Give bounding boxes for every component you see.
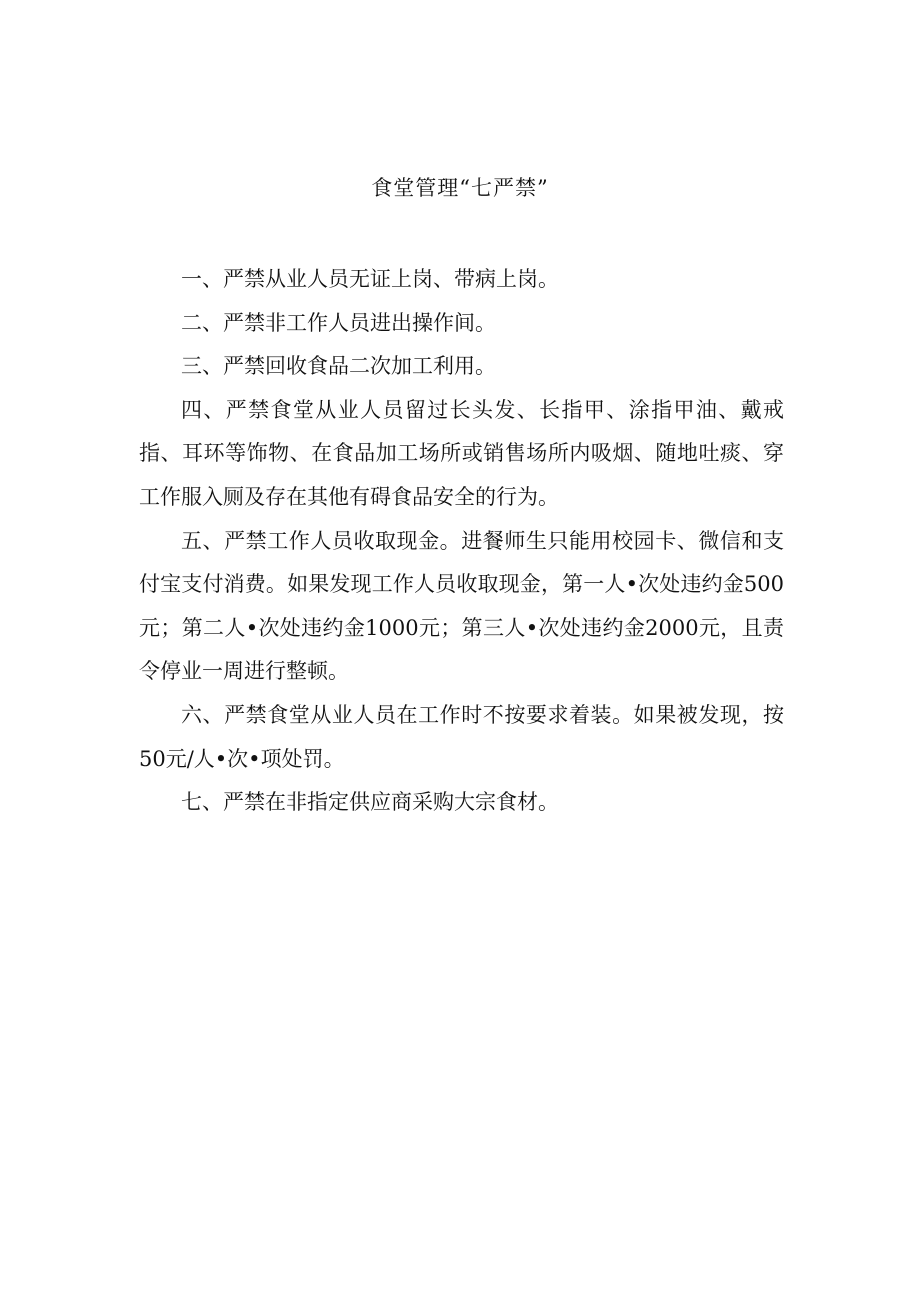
rule-paragraph-5: 五、严禁工作人员收取现金。进餐师生只能用校园卡、微信和支付宝支付消费。如果发现工作人员收取现金，第一人•次处违约金500元；第二人•次处违约金1000元；第三人•次处违约金2000元，且责令停业一周进行整顿。 [139,528,784,684]
document-body [139,258,784,825]
rule-paragraph-7: 七、严禁在非指定供应商采购大宗食材。 [181,790,559,815]
document-title: 食堂管理“七严禁” [371,176,549,200]
rule-paragraph-4: 四、严禁食堂从业人员留过长头发、长指甲、涂指甲油、戴戒指、耳环等饰物、在食品加工场所或销售场所内吸烟、随地吐痰、穿工作服入厕及存在其他有碍食品安全的行为。 [139,397,784,509]
rule-paragraph-2: 二、严禁非工作人员进出操作间。 [181,310,496,335]
rule-paragraph-1: 一、严禁从业人员无证上岗、带病上岗。 [181,267,559,291]
rule-paragraph-3: 三、严禁回收食品二次加工利用。 [181,354,496,379]
rule-paragraph-6: 六、严禁食堂从业人员在工作时不按要求着装。如果被发现，按50元/人•次•项处罚。 [139,702,784,771]
